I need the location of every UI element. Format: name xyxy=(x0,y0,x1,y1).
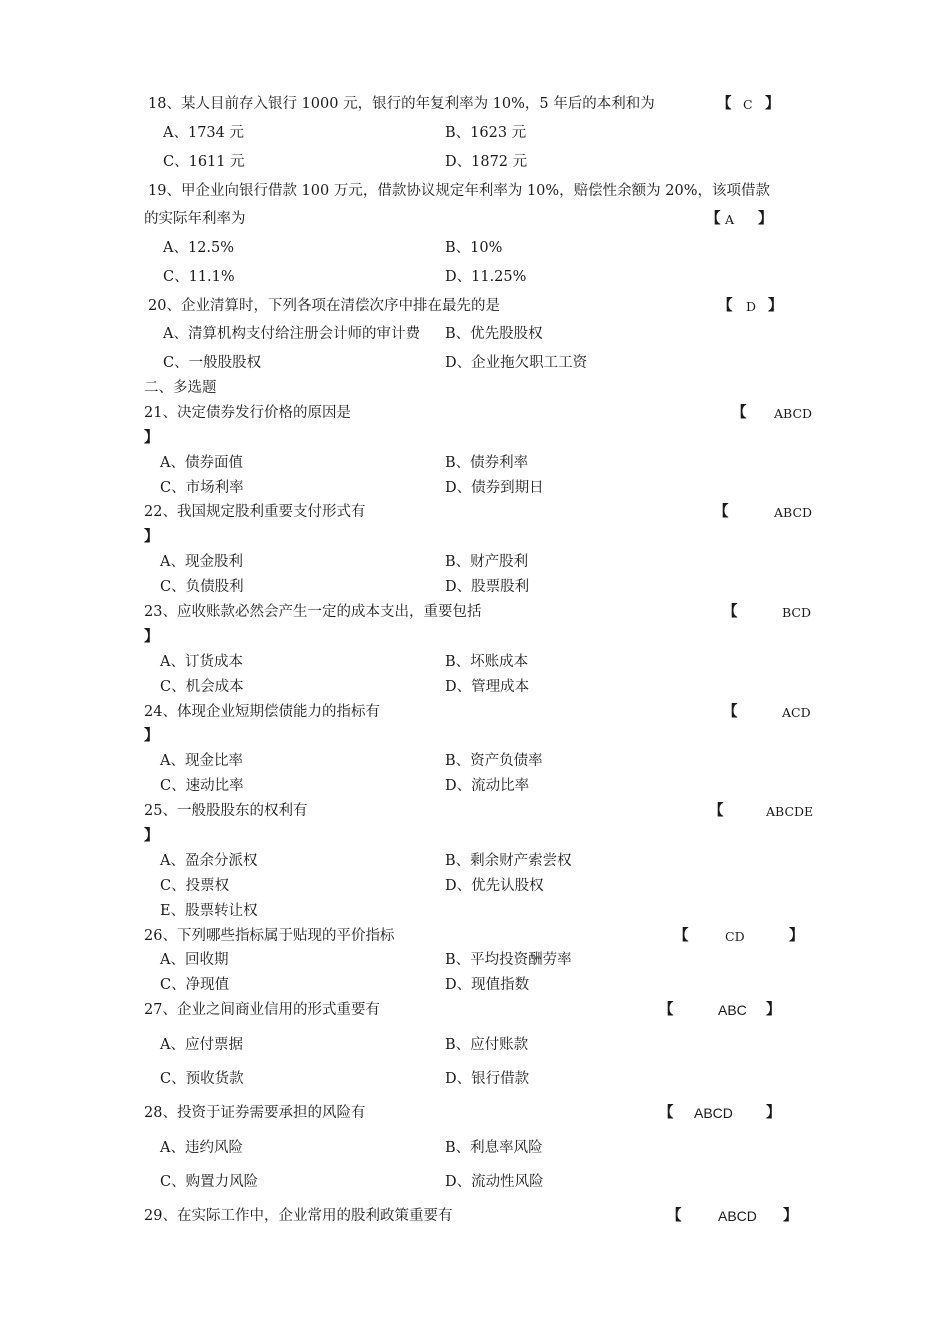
q27-option-a: A、应付票据 xyxy=(160,1037,243,1053)
q28-option-b: B、利息率风险 xyxy=(445,1140,543,1156)
q25-option-c: C、投票权 xyxy=(160,878,230,894)
q22-bracket-left: 【 xyxy=(714,503,729,520)
q26-option-a: A、回收期 xyxy=(160,952,229,968)
q23-option-b: B、坏账成本 xyxy=(445,654,529,670)
q23-bracket-right: 】 xyxy=(144,628,159,645)
q18-option-a: A、1734 元 xyxy=(163,125,244,141)
q25-option-b: B、剩余财产索尝权 xyxy=(445,853,572,869)
q28-option-a: A、违约风险 xyxy=(160,1140,243,1156)
q20-bracket-left: 【 xyxy=(718,297,733,314)
q29-answer: ABCD xyxy=(718,1208,757,1224)
section-multiple-choice-heading: 二、多选题 xyxy=(144,380,217,396)
q20-option-a: A、清算机构支付给注册会计师的审计费 xyxy=(163,326,420,342)
q27-answer: ABC xyxy=(718,1002,747,1018)
q18-option-b: B、1623 元 xyxy=(445,125,527,141)
q28-stem: 28、投资于证券需要承担的风险有 xyxy=(144,1105,366,1121)
q22-option-c: C、负债股利 xyxy=(160,579,244,595)
q18-bracket-right: 】 xyxy=(765,95,780,112)
q26-stem: 26、下列哪些指标属于贴现的平价指标 xyxy=(144,928,395,944)
q28-option-d: D、流动性风险 xyxy=(445,1174,544,1190)
q21-option-d: D、债券到期日 xyxy=(445,480,544,496)
q25-option-d: D、优先认股权 xyxy=(445,878,544,894)
q24-bracket-left: 【 xyxy=(723,703,738,720)
q29-stem: 29、在实际工作中，企业常用的股利政策重要有 xyxy=(144,1208,453,1224)
q23-stem: 23、应收账款必然会产生一定的成本支出，重要包括 xyxy=(144,604,482,620)
q22-stem: 22、我国规定股利重要支付形式有 xyxy=(144,504,366,520)
q20-stem: 20、企业清算时，下列各项在清偿次序中排在最先的是 xyxy=(148,298,500,314)
q24-option-b: B、资产负债率 xyxy=(445,753,543,769)
q24-bracket-right: 】 xyxy=(144,727,159,744)
q21-option-c: C、市场利率 xyxy=(160,480,244,496)
q27-bracket-right: 】 xyxy=(766,1001,781,1018)
q27-bracket-left: 【 xyxy=(659,1001,674,1018)
q21-option-b: B、债券利率 xyxy=(445,455,529,471)
q21-stem: 21、决定债券发行价格的原因是 xyxy=(144,405,351,421)
q20-option-b: B、优先股股权 xyxy=(445,326,543,342)
q24-option-d: D、流动比率 xyxy=(445,778,530,794)
q24-stem: 24、体现企业短期偿债能力的指标有 xyxy=(144,704,380,720)
q19-answer: A xyxy=(725,212,735,227)
q29-bracket-right: 】 xyxy=(783,1207,798,1224)
q19-option-d: D、11.25% xyxy=(445,269,527,285)
q25-bracket-right: 】 xyxy=(144,827,159,844)
q21-bracket-left: 【 xyxy=(732,404,747,421)
q19-option-a: A、12.5% xyxy=(163,240,235,256)
q21-bracket-right: 】 xyxy=(144,429,159,446)
q27-stem: 27、企业之间商业信用的形式重要有 xyxy=(144,1002,380,1018)
q27-option-d: D、银行借款 xyxy=(445,1071,530,1087)
q19-option-c: C、11.1% xyxy=(163,269,235,285)
q28-option-c: C、购置力风险 xyxy=(160,1174,259,1190)
q25-bracket-left: 【 xyxy=(709,802,724,819)
q24-option-a: A、现金比率 xyxy=(160,753,243,769)
q21-option-a: A、债券面值 xyxy=(160,455,243,471)
q26-bracket-right: 】 xyxy=(789,927,804,944)
q23-option-d: D、管理成本 xyxy=(445,679,530,695)
q26-option-c: C、净现值 xyxy=(160,977,230,993)
q28-bracket-right: 】 xyxy=(766,1104,781,1121)
q24-answer: ACD xyxy=(782,705,811,720)
q24-option-c: C、速动比率 xyxy=(160,778,244,794)
q22-bracket-right: 】 xyxy=(144,528,159,545)
q25-answer: ABCDE xyxy=(766,804,814,819)
q18-option-d: D、1872 元 xyxy=(445,154,528,170)
q27-option-c: C、预收货款 xyxy=(160,1071,244,1087)
q26-option-b: B、平均投资酬劳率 xyxy=(445,952,572,968)
q19-bracket-right: 】 xyxy=(758,210,773,227)
q23-option-a: A、订货成本 xyxy=(160,654,243,670)
q18-answer: C xyxy=(743,97,753,112)
q18-stem: 18、某人目前存入银行 1000 元，银行的年复利率为 10%，5 年后的本利和为 xyxy=(148,96,655,112)
q19-stem-line1: 19、甲企业向银行借款 100 万元，借款协议规定年利率为 10%，赔偿性余额为 20%，该项借款 xyxy=(148,183,771,199)
q19-option-b: B、10% xyxy=(445,240,503,256)
q22-option-b: B、财产股利 xyxy=(445,554,529,570)
q23-bracket-left: 【 xyxy=(723,603,738,620)
q28-answer: ABCD xyxy=(694,1105,733,1121)
q25-option-a: A、盈余分派权 xyxy=(160,853,258,869)
q20-bracket-right: 】 xyxy=(768,297,783,314)
q28-bracket-left: 【 xyxy=(659,1104,674,1121)
q22-answer: ABCD xyxy=(774,505,813,520)
q25-stem: 25、一般股股东的权利有 xyxy=(144,803,308,819)
q18-option-c: C、1611 元 xyxy=(163,154,245,170)
q23-answer: BCD xyxy=(782,605,812,620)
q20-answer: D xyxy=(746,299,757,314)
q26-bracket-left: 【 xyxy=(674,927,689,944)
q26-answer: CD xyxy=(725,929,745,944)
q18-bracket-left: 【 xyxy=(717,95,732,112)
q23-option-c: C、机会成本 xyxy=(160,679,244,695)
q22-option-d: D、股票股利 xyxy=(445,579,530,595)
q22-option-a: A、现金股利 xyxy=(160,554,243,570)
q20-option-d: D、企业拖欠职工工资 xyxy=(445,355,588,371)
q19-bracket-left: 【 xyxy=(706,210,721,227)
q21-answer: ABCD xyxy=(774,406,813,421)
q19-stem-line2: 的实际年利率为 xyxy=(144,211,246,227)
q26-option-d: D、现值指数 xyxy=(445,977,530,993)
q25-option-e: E、股票转让权 xyxy=(160,903,258,919)
q29-bracket-left: 【 xyxy=(667,1207,682,1224)
q20-option-c: C、一般股股权 xyxy=(163,355,262,371)
q27-option-b: B、应付账款 xyxy=(445,1037,529,1053)
